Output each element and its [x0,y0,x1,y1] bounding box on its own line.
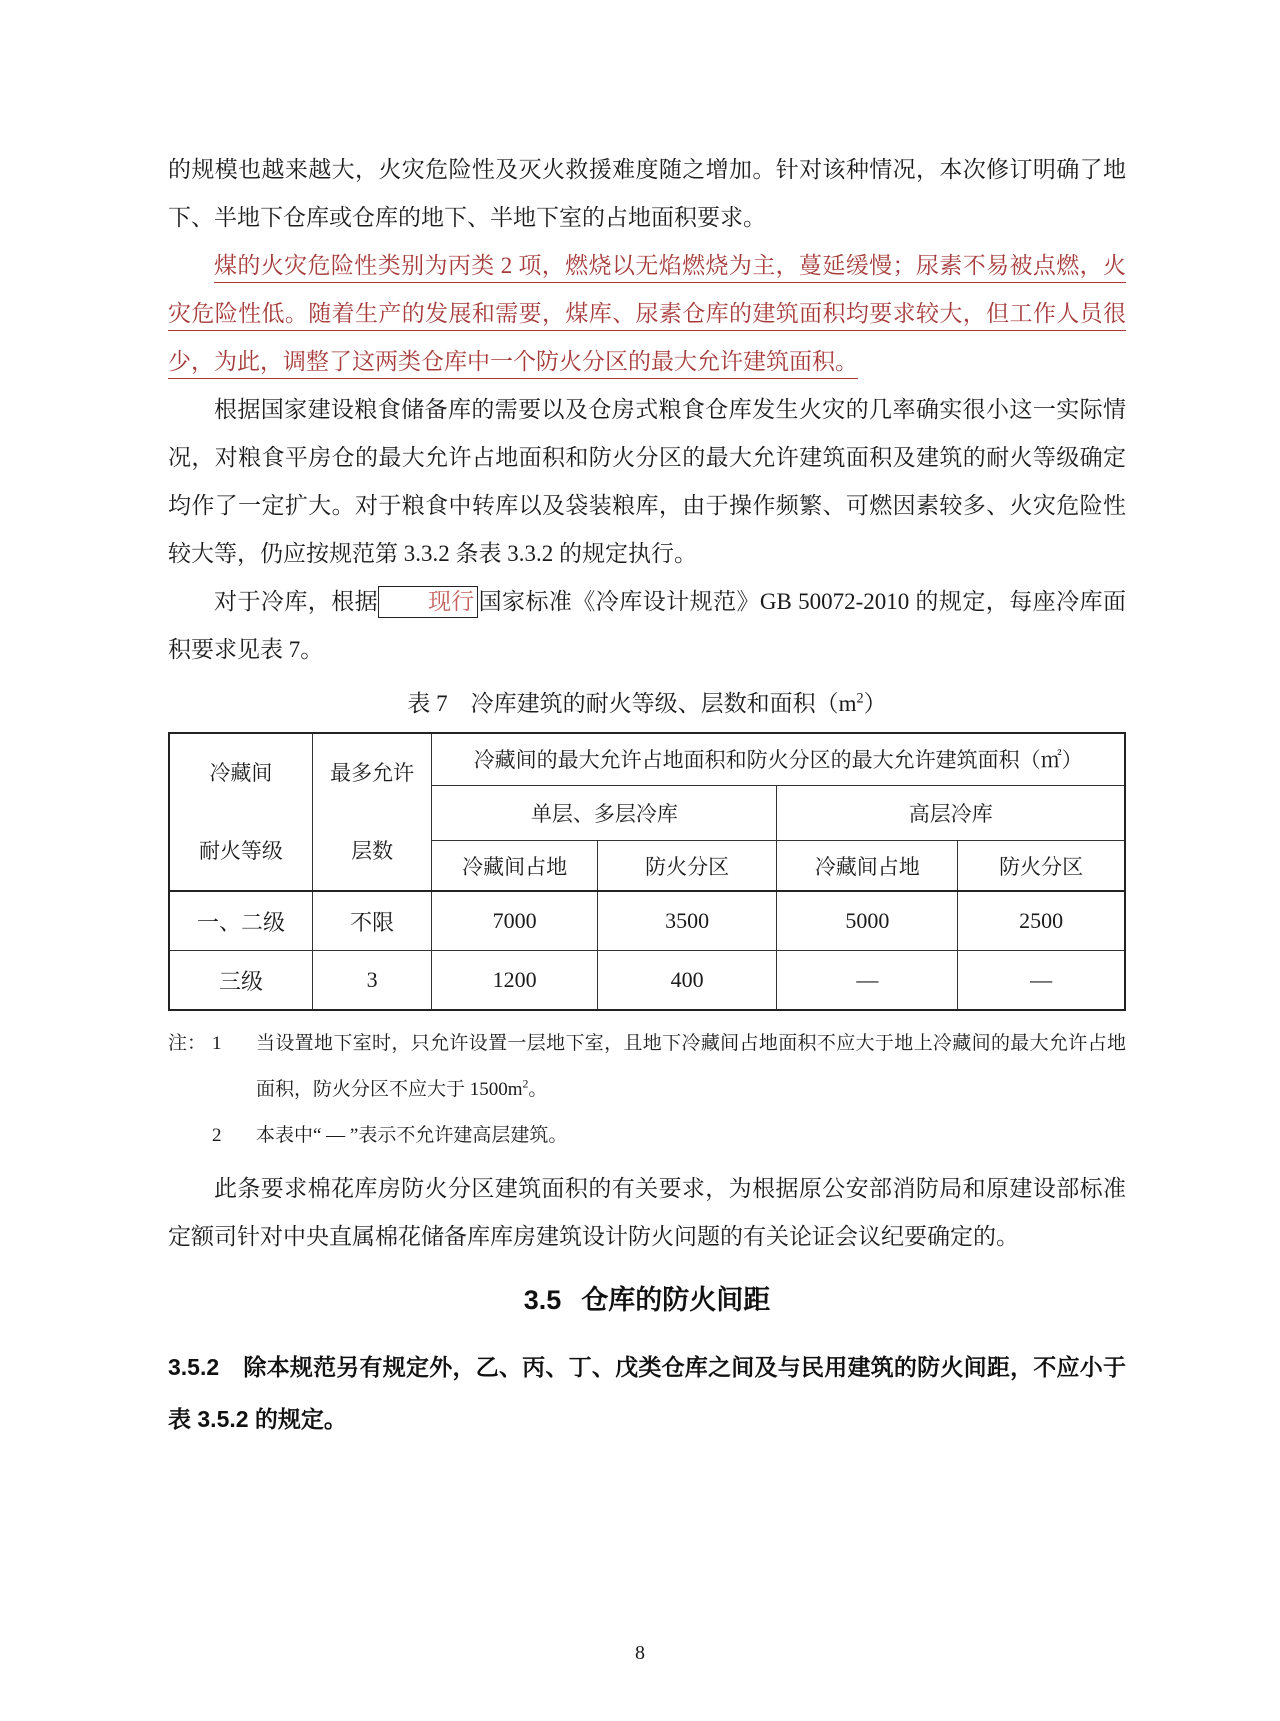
page-number: 8 [635,1642,645,1664]
clause-number: 3.5.2 [168,1354,220,1380]
note-text-2: 本表中“ — ”表示不允许建高层建筑。 [256,1125,568,1146]
paragraph-revision-red [168,242,1126,386]
note1-body: 当设置地下室时，只允许设置一层地下室，且地下冷藏间占地面积不应大于地上冷藏间的最大允许占地面积，防火分区不应大于 1500m [256,1033,1126,1100]
section-number: 3.5 [523,1285,562,1315]
cell-value: 1200 [432,951,597,1011]
cell-grade-3: 三级 [169,951,312,1011]
paragraph-cotton-warehouse: 此条要求棉花库房防火分区建筑面积的有关要求，为根据原公安部消防局和原建设部标准定额司针对中央直属棉花储备库库房建筑设计防火问题的有关论证会议纪要确定的。 [168,1176,1126,1249]
subheader-compartment-1: 防火分区 [597,841,777,891]
header-group-highrise: 高层冷库 [777,785,1125,841]
table7-caption [168,682,1126,726]
note-text-1 [256,1021,1126,1113]
note-label-spacer [168,1113,212,1159]
cell-storeys-unlimited: 不限 [312,891,432,951]
cell-dash: — [958,951,1125,1011]
paragraph-cold-storage [168,578,1126,674]
subheader-footprint-1: 冷藏间占地 [432,841,597,891]
cell-value: 2500 [958,891,1125,951]
header-col2-line2: 层数 [351,839,394,863]
header-col1-line1: 冷藏间 [209,761,273,785]
cell-value: 400 [597,951,777,1011]
note-item-1 [168,1021,1126,1113]
note-number-2: 2 [212,1125,222,1146]
table7-cold-storage [168,732,1126,1011]
red-underlined-text: 煤的火灾危险性类别为丙类 2 项，燃烧以无焰燃烧为主，蔓延缓慢；尿素不易被点燃，火灾危险性低。随着生产的发展和需要，煤库、尿素仓库的建筑面积均要求较大，但工作人员很少，为此，调整了这两类仓库中一个防火分区的最大允许建筑面积。 [168,253,1126,374]
note-label: 注： [168,1033,207,1054]
note-item-2 [168,1113,1126,1159]
clause-3-5-2 [168,1341,1126,1445]
subheader-compartment-2: 防火分区 [958,841,1125,891]
note-number-1: 1 [212,1033,222,1054]
boxed-revision-term: 现行 [378,586,478,618]
paragraph-continuation: 的规模也越来越大，火灾危险性及灭火救援难度随之增加。针对该种情况，本次修订明确了地下、半地下仓库或仓库的地下、半地下室的占地面积要求。 [168,157,1126,230]
header-fire-resistance-grade [169,733,312,891]
text-before-boxed-term: 对于冷库，根据 [214,589,379,614]
subheader-footprint-2: 冷藏间占地 [777,841,958,891]
cell-dash: — [777,951,958,1011]
table7-notes [168,1021,1126,1159]
section-heading-3-5 [168,1277,1126,1323]
table7-caption-text: 表 7 冷库建筑的耐火等级、层数和面积（m [407,691,857,716]
header-col2-line1: 最多允许 [330,761,415,785]
cell-value: 7000 [432,891,597,951]
text-after-boxed-term: 国家标准《冷库设计规范》GB 50072-2010 的规定，每座冷库面积要求见表 7。 [168,589,1126,662]
header-col1-line2: 耐火等级 [198,839,283,863]
table7-caption-superscript: 2 [856,690,864,707]
header-group-single-multi: 单层、多层冷库 [432,785,777,841]
note1-period: 。 [528,1079,548,1100]
table-row [169,891,1125,951]
header-max-storeys [312,733,432,891]
cell-value: 3500 [597,891,777,951]
cell-value: 5000 [777,891,958,951]
page-content [168,146,1126,1445]
header-span-title: 冷藏间的最大允许占地面积和防火分区的最大允许建筑面积（㎡） [432,733,1125,785]
cell-storeys-3: 3 [312,951,432,1011]
table7-caption-close: ） [863,691,887,716]
section-title: 仓库的防火间距 [581,1285,771,1315]
note1-superscript: 2 [522,1077,529,1091]
clause-text: 除本规范另有规定外，乙、丙、丁、戊类仓库之间及与民用建筑的防火间距，不应小于表 3.5.2 的规定。 [168,1354,1126,1432]
table-row [169,951,1125,1011]
cell-grade-1-2: 一、二级 [169,891,312,951]
paragraph-grain-warehouse: 根据国家建设粮食储备库的需要以及仓房式粮食仓库发生火灾的几率确实很小这一实际情况，对粮食平房仓的最大允许占地面积和防火分区的最大允许建筑面积及建筑的耐火等级确定均作了一定扩大。对于粮食中转库以及袋装粮库，由于操作频繁、可燃因素较多、火灾危险性较大等，仍应按规范第 3.3.2 条表 3.3.2 的规定执行。 [168,397,1126,566]
